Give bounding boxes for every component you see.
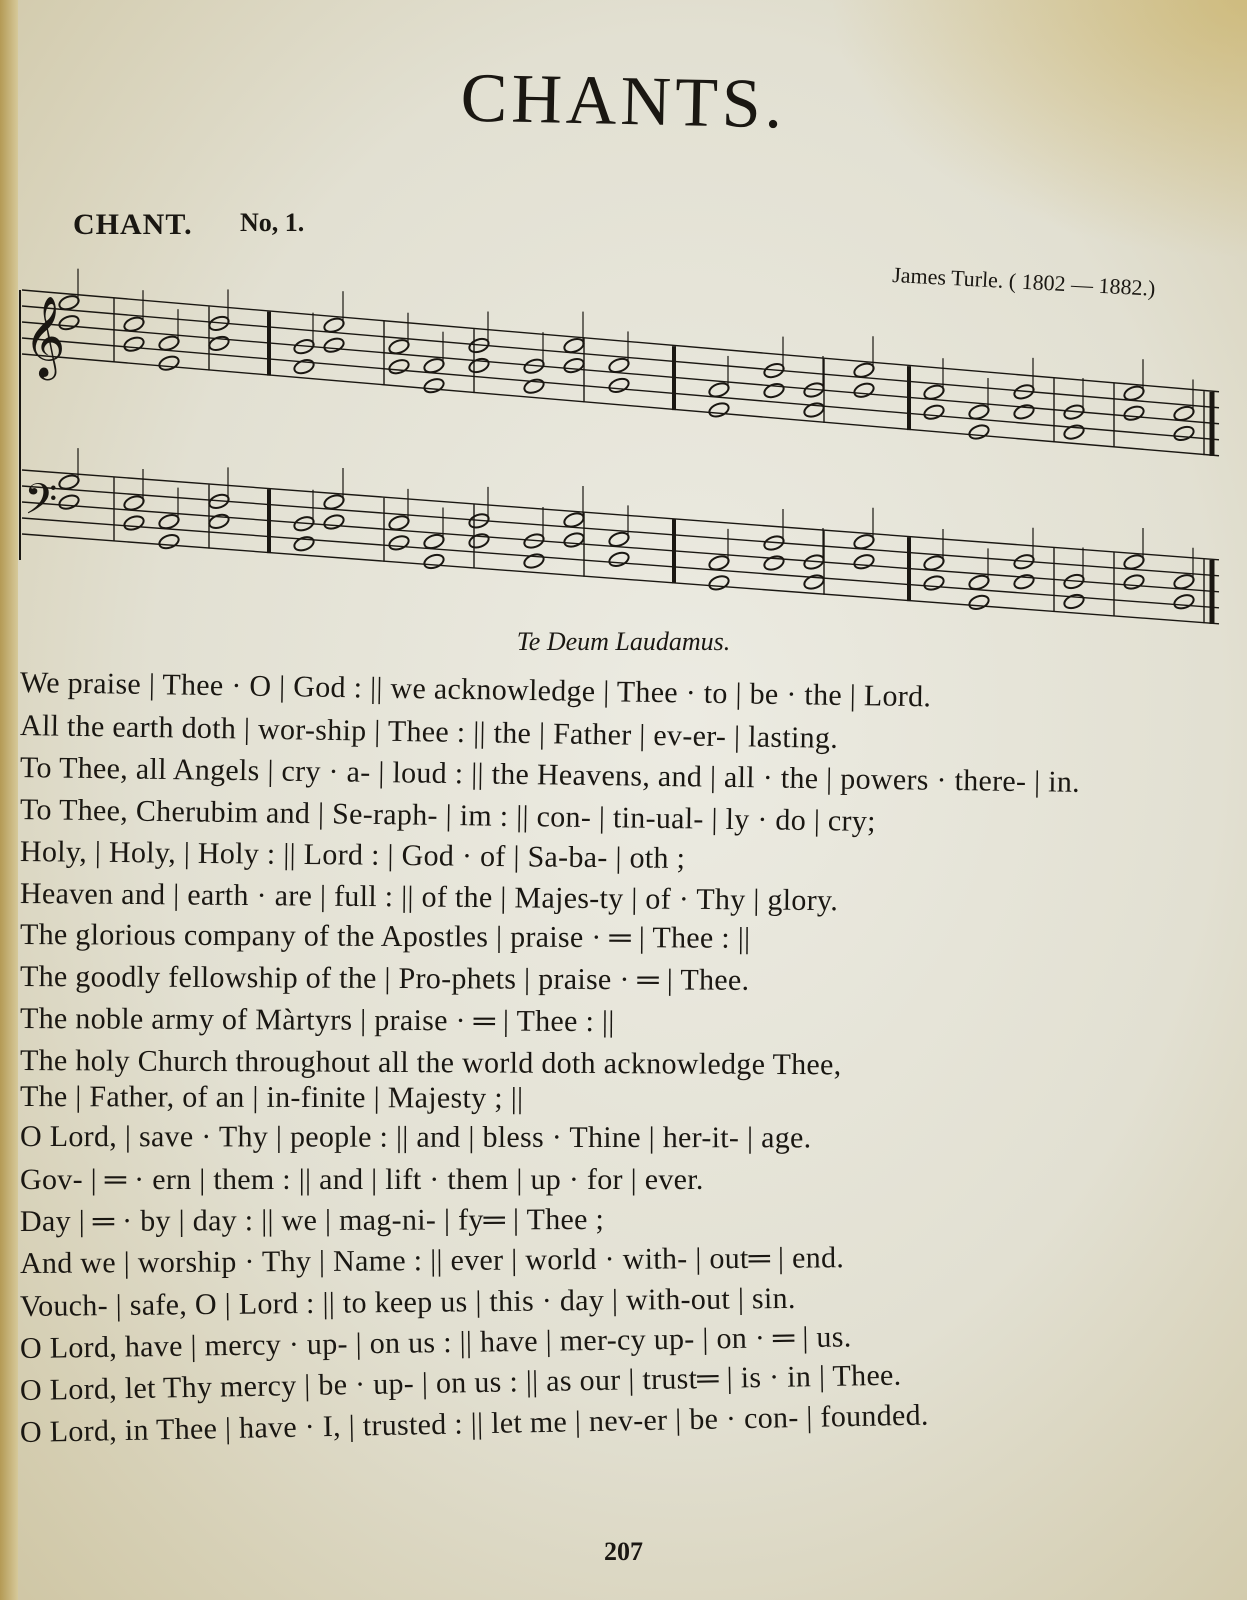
note-head [968,573,991,591]
lyric-line: To Thee, all Angels | cry · a- | loud : || the Heavens, and | all · the | powers · there- | in. [19,751,1081,799]
note-head [423,357,446,375]
lyric-line: Holy, | Holy, | Holy : || Lord : | God · of | Sa-ba- | oth ; [19,835,686,875]
note-head [1123,384,1146,402]
note-head [123,494,146,512]
note-head [323,513,346,531]
lyric-line: The holy Church throughout all the world doth acknowledge Thee, [19,1044,842,1082]
note-head [853,553,876,571]
note-head [123,315,146,333]
note-head [968,423,991,441]
note-head [208,334,231,352]
note-head [563,337,586,355]
note-head [708,554,731,572]
note-head [803,573,826,591]
treble-staff-line [22,290,1219,392]
lyric-line: The goodly fellowship of the | Pro-phets | praise · ═ | Thee. [19,960,750,997]
note-head [1173,573,1196,591]
note-head [423,552,446,570]
note-head [1123,404,1146,422]
note-head [423,532,446,550]
lyric-line: The | Father, of an | in-finite | Majesty ; || [19,1080,524,1115]
note-head [608,376,631,394]
music-score [14,260,1247,630]
note-head [58,473,81,491]
note-head [208,512,231,530]
lyric-line: The noble army of Màrtyrs | praise · ═ | Thee : || [19,1002,615,1039]
chant-label: CHANT. [73,208,193,241]
bass-clef-icon: 𝄢 [24,475,58,535]
lyric-line: We praise | Thee · O | God : || we acknowledge | Thee · to | be · the | Lord. [19,666,932,714]
chant-number: No, 1. [240,208,305,237]
note-head [923,554,946,572]
note-head [1123,573,1146,591]
note-head [293,535,316,553]
note-head [923,403,946,421]
note-head [1063,423,1086,441]
treble-staff-line [22,338,1219,440]
lyric-line: All the earth doth | wor-ship | Thee : || the | Father | ev-er- | lasting. [19,709,839,755]
note-head [123,514,146,532]
note-head [923,383,946,401]
note-head [853,533,876,551]
note-head [1013,573,1036,591]
note-head [388,514,411,532]
note-head [388,358,411,376]
note-head [388,534,411,552]
hymn-subtitle: Te Deum Laudamus. [516,627,731,656]
note-head [708,574,731,592]
note-head [563,531,586,549]
note-head [1013,403,1036,421]
lyric-line: To Thee, Cherubim and | Se-raph- | im : || con- | tin-ual- | ly · do | cry; [19,793,877,838]
lyric-line: O Lord, | save · Thy | people : || and | bless · Thine | her-it- | age. [19,1120,812,1155]
note-head [423,377,446,395]
note-head [1173,404,1196,422]
note-head [708,401,731,419]
treble-staff-line [22,354,1219,456]
lyric-line: Vouch- | safe, O | Lord : || to keep us | this · day | with-out | sin. [19,1281,796,1323]
note-head [323,316,346,334]
note-head [468,356,491,374]
note-head [1173,424,1196,442]
note-head [158,354,181,372]
note-head [608,356,631,374]
lyric-line: And we | worship · Thy | Name : || ever | world · with- | out═ | end. [19,1241,845,1280]
note-head [1173,593,1196,611]
lyric-line: O Lord, in Thee | have · I, | trusted : || let me | nev-er | be · con- | founded. [19,1398,929,1449]
lyric-line: O Lord, have | mercy · up- | on us : || have | mer-cy up- | on · ═ | us. [19,1320,852,1365]
composer-credit: James Turle. ( 1802 — 1882.) [891,262,1157,301]
note-head [968,593,991,611]
note-head [468,532,491,550]
note-head [523,377,546,395]
note-head [323,493,346,511]
lyric-line: The glorious company of the Apostles | praise · ═ | Thee : || [19,918,751,955]
note-head [763,382,786,400]
note-head [853,381,876,399]
note-head [853,361,876,379]
note-head [293,358,316,376]
page-title: CHANTS. [459,59,788,144]
note-head [923,574,946,592]
note-head [158,513,181,531]
note-head [608,550,631,568]
note-head [158,334,181,352]
note-head [123,335,146,353]
lyric-line: O Lord, let Thy mercy | be · up- | on us : || as our | trust═ | is · in | Thee. [19,1358,902,1407]
page-binding-edge [0,0,18,1600]
note-head [58,493,81,511]
note-head [803,401,826,419]
lyric-line: Day | ═ · by | day : || we | mag-ni- | fy═ | Thee ; [19,1202,605,1238]
note-head [708,381,731,399]
note-head [158,533,181,551]
note-head [563,357,586,375]
note-head [563,511,586,529]
note-head [763,554,786,572]
lyric-line: Heaven and | earth · are | full : || of the | Majes-ty | of · Thy | glory. [19,877,839,918]
lyric-line: Gov- | ═ · ern | them : || and | lift · them | up · for | ever. [20,1163,704,1196]
treble-staff-line [22,306,1219,408]
treble-clef-icon: 𝄞 [24,295,66,377]
note-head [388,338,411,356]
note-head [968,403,991,421]
note-head [1063,592,1086,610]
note-head [323,336,346,354]
treble-staff-line [22,322,1219,424]
note-head [1123,553,1146,571]
note-head [523,552,546,570]
note-head [608,530,631,548]
page-number: 207 [604,1537,643,1566]
